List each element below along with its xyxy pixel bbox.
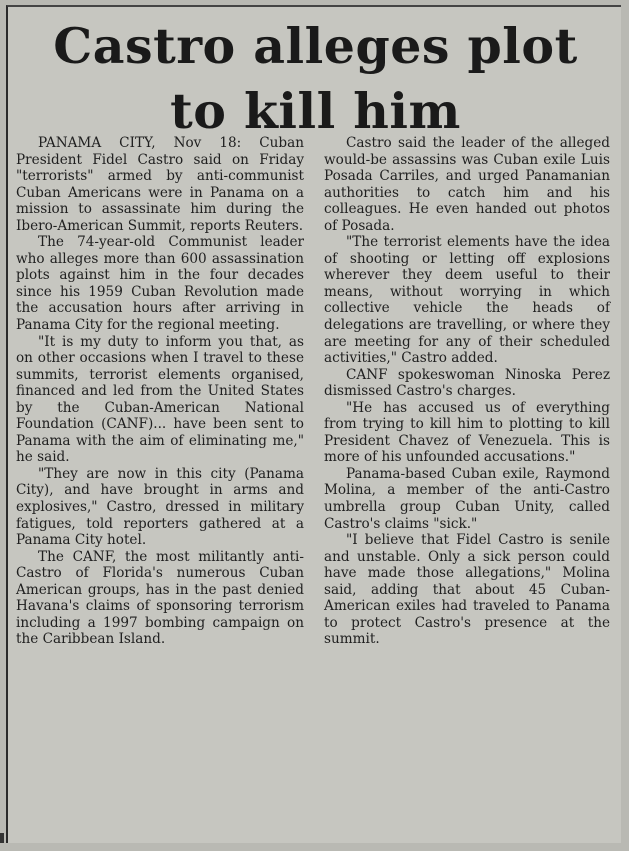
- newspaper-clipping: [6, 5, 621, 843]
- paragraph: The CANF, the most militantly anti-Castro of Florida's numerous Cuban American groups, has in the past denied Havana's claims of sponsoring terrorism including a 1997 bombing campaign on the Caribbean Island.: [16, 548, 304, 648]
- paragraph: CANF spokeswoman Ninoska Perez dismissed Castro's charges.: [324, 366, 610, 400]
- article-column-right: [324, 135, 610, 648]
- article-column-left: [16, 135, 304, 648]
- paragraph: The 74-year-old Communist leader who alleges more than 600 assassination plots against him in the four decades since his 1959 Cuban Revolution made the accusation hours after arriving in Panama City for the regional meeting.: [16, 234, 304, 334]
- paragraph: PANAMA CITY, Nov 18: Cuban President Fidel Castro said on Friday "terrorists" armed by anti-communist Cuban Americans were in Panama on a mission to assassinate him during the Ibero-American Summit, reports Reuters.: [16, 135, 304, 234]
- paragraph: "He has accused us of everything from trying to kill him to plotting to kill President Chavez of Venezuela. This is more of his unfounded accusations.": [324, 399, 610, 466]
- clipping-edge-mark: [0, 833, 4, 843]
- paragraph: Panama-based Cuban exile, Raymond Molina, a member of the anti-Castro umbrella group Cuban Unity, called Castro's claims "sick.": [324, 465, 610, 532]
- headline-line-2: to kill him: [170, 82, 461, 140]
- paragraph: "I believe that Fidel Castro is senile and unstable. Only a sick person could have made those allegations," Molina said, adding that about 45 Cuban-American exiles had traveled to Panama to protect Castro's presence at the summit.: [324, 532, 610, 648]
- paragraph: "It is my duty to inform you that, as on other occasions when I travel to these summits, terrorist elements organised, financed and led from the United States by the Cuban-American National Foundation (CANF)... have been sent to Panama with the aim of eliminating me," he said.: [16, 333, 304, 466]
- paragraph: Castro said the leader of the alleged would-be assassins was Cuban exile Luis Posada Carriles, and urged Panamanian authorities to catch him and his colleagues. He even handed out photos of Posada.: [324, 135, 610, 234]
- headline-line-1: Castro alleges plot: [53, 17, 578, 75]
- paragraph: "The terrorist elements have the idea of shooting or letting off explosions wherever they deem useful to their means, without worrying in which collective vehicle the heads of delegations are travelling, or where they are meeting for any of their scheduled activities," Castro added.: [324, 234, 610, 367]
- paragraph: "They are now in this city (Panama City), and have brought in arms and explosives," Castro, dressed in military fatigues, told reporters gathered at a Panama City hotel.: [16, 465, 304, 549]
